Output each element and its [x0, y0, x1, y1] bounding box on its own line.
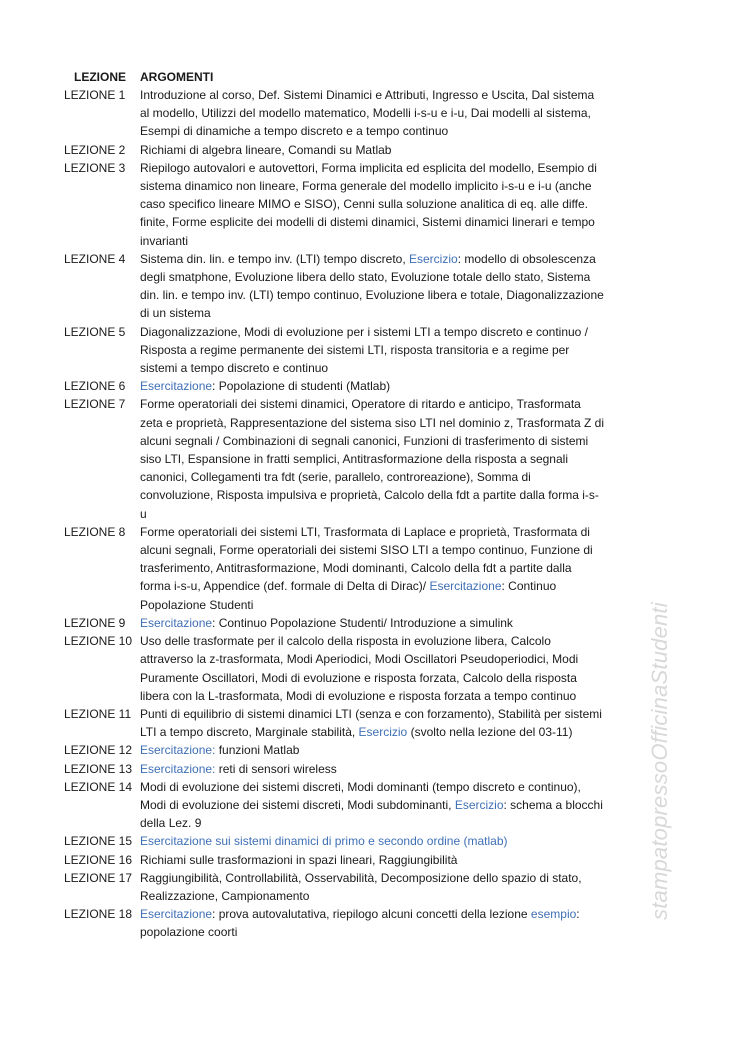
topic-text: Raggiungibilità, Controllabilità, Osservabilità, Decomposizione dello spazio di stato, Realizzazione, Campionamento: [140, 870, 582, 903]
lesson-label: LEZIONE 13: [64, 761, 133, 776]
topic-text: Riepilogo autovalori e autovettori, Forma implicita ed esplicita del modello, Esempio di sistema dinamico non lineare, Forma generale del modello implicito i-s-u e i-u (anche caso specifico lineare MIMO e SISO), Cenni sulla soluzione analitica di eq. alle diffe. finite, Forme esplicite dei modelli di distemi dinamici, Sistemi dinamici linerari e tempo invarianti: [140, 160, 597, 248]
watermark-text: stampatopressoOfficinaStudenti: [647, 602, 672, 920]
topic-text: Forme operatoriali dei sistemi LTI, Trasformata di Laplace e proprietà, Trasformata di alcuni segnali, Forme operatoriali dei sistemi SISO LTI a tempo continuo, Funzione di trasferimento, Antitrasformazione, Modi dominanti, Calcolo della fdt a partite dalla forma i-s-u, Appendice (def. formale di Delta di Dirac)/: [140, 524, 593, 594]
topic-text: : Continuo Popolazione Studenti/ Introduzione a simulink: [212, 615, 513, 630]
lesson-label: LEZIONE 7: [64, 397, 126, 412]
topic-highlight: Esercitazione:: [140, 743, 216, 758]
lesson-label: LEZIONE 11: [64, 706, 132, 721]
topic-highlight: Esercitazione: [140, 379, 213, 394]
lesson-label: LEZIONE 16: [64, 852, 133, 867]
topic-highlight: Esercizio: [409, 251, 458, 266]
lesson-topics: [140, 851, 604, 869]
lesson-label: LEZIONE 15: [64, 834, 133, 849]
lesson-label: LEZIONE 17: [64, 870, 133, 885]
topic-highlight: Esercitazione: [140, 615, 213, 630]
topic-text: : prova autovalutativa, riepilogo alcuni concetti della lezione: [212, 907, 531, 922]
lesson-label: LEZIONE 3: [64, 160, 126, 175]
table-row: [64, 851, 604, 869]
lesson-label: LEZIONE 4: [64, 251, 126, 266]
topic-text: reti di sensori wireless: [215, 761, 337, 776]
table-row: [64, 86, 604, 141]
topic-text: (svolto nella lezione del 03-11): [407, 725, 573, 740]
lesson-label: LEZIONE 12: [64, 743, 133, 758]
lesson-label: LEZIONE 1: [64, 88, 126, 102]
lesson-topics: [140, 760, 604, 778]
table-row: [64, 778, 604, 833]
table-row: [64, 614, 604, 632]
topic-text: Richiami sulle trasformazioni in spazi lineari, Raggiungibilità: [140, 852, 458, 867]
table-row: [64, 395, 604, 522]
lesson-topics: [140, 523, 604, 614]
topic-text: : schema a blocchi della Lez. 9: [140, 797, 603, 831]
topic-text: Punti di equilibrio di sistemi dinamici LTI (senza e con forzamento), Stabilità per sistemi LTI a tempo discreto, Marginale stabilità,: [140, 706, 602, 740]
topic-highlight: Esercizio: [454, 797, 504, 812]
topic-text: Introduzione al corso, Def. Sistemi Dinamici e Attributi, Ingresso e Uscita, Dal sistema al modello, Utilizzi del modello matematico, Modelli i-s-u e i-u, Dai modelli al sistema, Esempi di dinamiche a tempo discreto e a tempo continuo: [140, 88, 595, 139]
topic-text: Uso delle trasformate per il calcolo della risposta in evoluzione libera, Calcolo attraverso la z-trasformata, Modi Aperiodici, Modi Oscillatori Pseudoperiodici, Modi Puramente Oscillatori, Modi di evoluzione e risposta forzata, Calcolo della risposta libera con la L-trasformata, Modi di evoluzione e risposta forzata a tempo continuo: [140, 634, 579, 703]
table-row: [64, 323, 604, 378]
topic-highlight: esempio: [530, 907, 577, 922]
topic-text: Modi di evoluzione dei sistemi discreti, Modi dominanti (tempo discreto e continuo), Modi di evoluzione dei sistemi discreti, Modi subdominanti,: [140, 779, 581, 812]
table-row: [64, 832, 604, 850]
topic-text: Diagonalizzazione, Modi di evoluzione per i sistemi LTI a tempo discreto e continuo / Risposta a regime permanente dei sistemi LTI, risposta transitoria e a regime per sistemi a tempo discreto e continuo: [140, 324, 589, 376]
header-lezione: LEZIONE: [73, 70, 126, 84]
topic-text: : Continuo Popolazione Studenti: [140, 579, 557, 612]
lesson-topics: [140, 778, 604, 833]
lesson-topics: [140, 377, 604, 395]
topic-highlight: Esercitazione:: [140, 761, 216, 776]
table-row: [64, 705, 604, 741]
lesson-topics: [140, 250, 604, 323]
lesson-topics: [140, 614, 604, 632]
table-row: [64, 632, 604, 705]
table-row: [64, 377, 604, 395]
lesson-topics: [140, 705, 604, 741]
lesson-label: LEZIONE 6: [64, 379, 126, 394]
table-row: [64, 760, 604, 778]
topic-highlight: Esercitazione: [140, 907, 213, 922]
lesson-topics: [140, 905, 604, 941]
lesson-label: LEZIONE 14: [64, 779, 133, 794]
table-row: [64, 250, 604, 323]
lesson-topics: [140, 141, 604, 159]
lesson-topics: [140, 159, 604, 250]
topic-text: Sistema din. lin. e tempo inv. (LTI) tempo discreto,: [140, 251, 409, 266]
lesson-label: LEZIONE 5: [64, 324, 126, 339]
lesson-table: [64, 68, 604, 942]
header-argomenti: ARGOMENTI: [140, 70, 214, 84]
topic-text: : Popolazione di studenti (Matlab): [212, 379, 391, 394]
topic-text: Richiami di algebra lineare, Comandi su Matlab: [140, 142, 392, 157]
lesson-label: LEZIONE 10: [64, 634, 133, 649]
lesson-topics: [140, 632, 604, 705]
lesson-topics: [140, 395, 604, 522]
lesson-label: LEZIONE 8: [64, 524, 126, 539]
table-row: [64, 905, 604, 941]
table-row: [64, 141, 604, 159]
topic-text: : popolazione coorti: [140, 907, 580, 940]
lesson-topics: [140, 86, 604, 141]
topic-text: : modello di obsolescenza degli smatphone, Evoluzione libera dello stato, Evoluzione totale dello stato, Sistema din. lin. e tempo inv. (LTI) tempo continuo, Evoluzione libera e totale, Diagonalizzazione di un sistema: [140, 251, 604, 321]
table-row: [64, 523, 604, 614]
lesson-topics: [140, 741, 604, 759]
table-row: [64, 159, 604, 250]
table-row: [64, 869, 604, 905]
topic-highlight: Esercitazione sui sistemi dinamici di primo e secondo ordine (matlab): [140, 834, 508, 849]
table-row: [64, 741, 604, 759]
table-header: [64, 68, 604, 86]
lesson-label: LEZIONE 2: [64, 142, 126, 157]
topic-text: Forme operatoriali dei sistemi dinamici, Operatore di ritardo e anticipo, Trasformata zeta e proprietà, Rappresentazione del sistema siso LTI nel dominio z, Trasformata Z di alcuni segnali / Combinazioni di segnali canonici, Funzioni di trasferimento di sistemi siso LTI, Espansione in fratti semplici, Antitrasformazione della risposta a segnali canonici, Collegamenti tra fdt (serie, parallelo, controreazione), Somma di convoluzione, Risposta impulsiva e proprietà, Calcolo della fdt a partite dalla forma i-s-u: [140, 397, 604, 521]
lesson-topics: [140, 869, 604, 905]
topic-highlight: Esercizio: [358, 725, 408, 740]
lesson-label: LEZIONE 18: [64, 907, 133, 922]
topic-highlight: Esercitazione: [429, 579, 502, 594]
lesson-label: LEZIONE 9: [64, 615, 126, 630]
lesson-topics: [140, 832, 604, 850]
topic-text: funzioni Matlab: [215, 743, 300, 758]
lesson-rows: [64, 86, 604, 942]
lesson-topics: [140, 323, 604, 378]
